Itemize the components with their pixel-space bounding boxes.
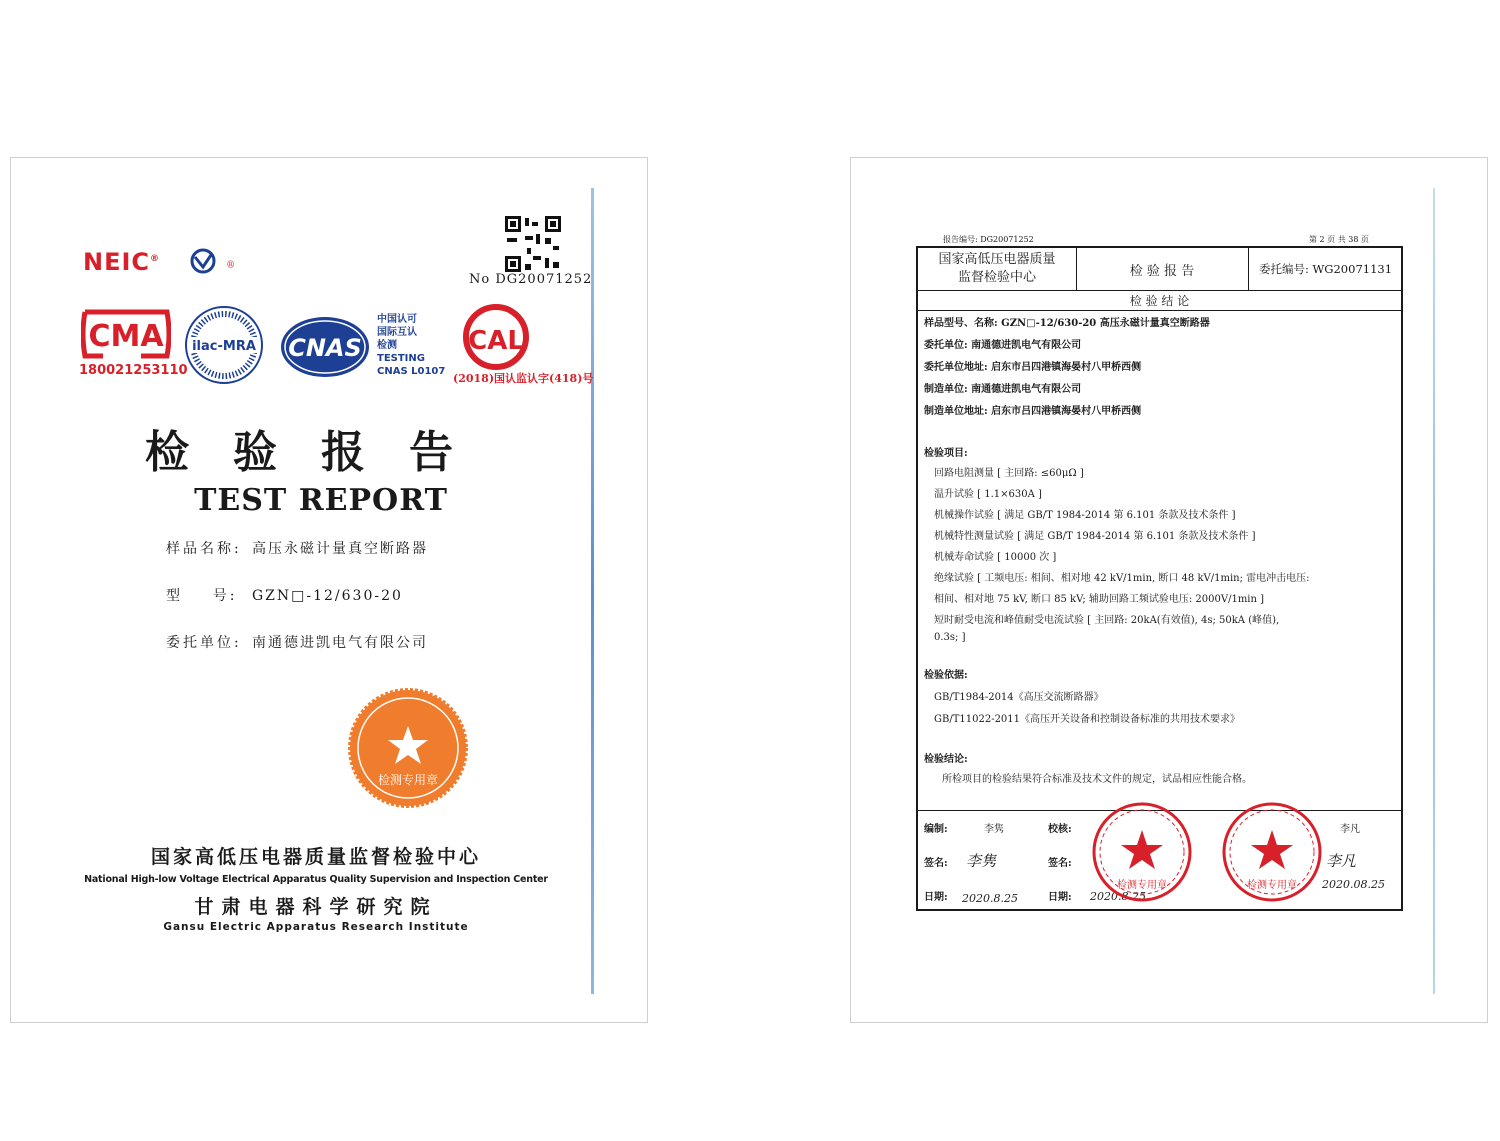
basis-label: 检验依据: bbox=[924, 670, 968, 681]
info-client-address: 委托单位地址: 启东市吕四港镇海晏村八甲桥西侧 bbox=[924, 362, 1142, 373]
info-client: 委托单位: 南通德进凯电气有限公司 bbox=[924, 340, 1082, 351]
page-edge-shadow bbox=[1433, 188, 1435, 994]
signature-approved: 李凡 bbox=[1326, 852, 1357, 870]
title-english: TEST REPORT bbox=[194, 483, 448, 518]
svg-text:CAL: CAL bbox=[468, 326, 524, 356]
report-number-header: 报告编号: DG20071252 bbox=[943, 235, 1034, 244]
date-label: 日期: bbox=[924, 892, 948, 903]
test-item: 机械特性测量试验 [ 满足 GB/T 1984-2014 第 6.101 条款及技术条件 ] bbox=[934, 531, 1256, 542]
svg-text:检测专用章: 检测专用章 bbox=[1247, 880, 1297, 891]
date-compiled: 2020.8.25 bbox=[962, 892, 1018, 905]
compiled-label: 编制: bbox=[924, 824, 948, 835]
official-seal-stamp bbox=[346, 686, 470, 814]
organization-name-1: 国家高低压电器质量监督检验中心 bbox=[150, 846, 481, 868]
model-field: 型 号: GZN□-12/630-20 bbox=[166, 588, 403, 604]
header-organization: 国家高低压电器质量 监督检验中心 bbox=[938, 252, 1056, 285]
test-item: 机械寿命试验 [ 10000 次 ] bbox=[934, 552, 1057, 563]
date-approved: 2020.08.25 bbox=[1322, 878, 1385, 891]
info-manufacturer: 制造单位: 南通德进凯电气有限公司 bbox=[924, 384, 1082, 395]
signature-compiled: 李隽 bbox=[966, 852, 997, 870]
svg-text:ilac-MRA: ilac-MRA bbox=[192, 339, 256, 354]
client-field: 委托单位: 南通德进凯电气有限公司 bbox=[166, 635, 428, 651]
info-sample-model: 样品型号、名称: GZN□-12/630-20 高压永磁计量真空断路器 bbox=[924, 318, 1210, 329]
basis-standard: GB/T1984-2014《高压交流断路器》 bbox=[934, 692, 1104, 703]
report-table bbox=[916, 246, 1403, 911]
report-header-row bbox=[918, 248, 1401, 291]
inspection-seal-2 bbox=[1220, 800, 1324, 908]
conclusion-text: 所检项目的检验结果符合标准及技术文件的规定，试品相应性能合格。 bbox=[942, 774, 1252, 785]
organization-name-2: 甘肃电器科学研究院 bbox=[194, 896, 438, 918]
report-number: No DG20071252 bbox=[469, 272, 593, 287]
sample-name-field: 样品名称: 高压永磁计量真空断路器 bbox=[166, 541, 428, 557]
cal-number: (2018)国认监认字(418)号 bbox=[453, 372, 594, 385]
header-commission-number: 委托编号: WG20071131 bbox=[1258, 262, 1393, 276]
date-checked: 2020.8.25 bbox=[1090, 890, 1146, 903]
items-label: 检验项目: bbox=[924, 448, 968, 459]
test-item: 回路电阻测量 [ 主回路: ≤60μΩ ] bbox=[934, 468, 1084, 479]
conclusion-title: 检 验 结 论 bbox=[1129, 293, 1190, 308]
test-item: 机械操作试验 [ 满足 GB/T 1984-2014 第 6.101 条款及技术条件 ] bbox=[934, 510, 1236, 521]
svg-text:检测专用章: 检测专用章 bbox=[377, 773, 439, 787]
sign-label: 签名: bbox=[924, 858, 948, 869]
cover-page bbox=[10, 157, 648, 1023]
title-chinese: 检验报告 bbox=[145, 427, 497, 478]
cma-logo bbox=[81, 308, 171, 364]
inspection-seal-1 bbox=[1090, 800, 1194, 908]
approved-name: 李凡 bbox=[1340, 824, 1360, 835]
cnas-accreditation-text: 中国认可 国际互认 检测 TESTING CNAS L0107 bbox=[377, 314, 446, 377]
test-item: 相间、相对地 75 kV, 断口 85 kV; 辅助回路工频试验电压: 2000V/1min ] bbox=[934, 594, 1265, 605]
conclusion-label: 检验结论: bbox=[924, 754, 968, 765]
info-manufacturer-address: 制造单位地址: 启东市吕四港镇海晏村八甲桥西侧 bbox=[924, 406, 1142, 417]
compiled-name: 李隽 bbox=[984, 824, 1004, 835]
svg-text:CNAS: CNAS bbox=[288, 334, 362, 362]
sign-label: 签名: bbox=[1048, 858, 1072, 869]
cnas-logo bbox=[277, 314, 373, 384]
basis-standard: GB/T11022-2011《高压开关设备和控制设备标准的共用技术要求》 bbox=[934, 714, 1241, 725]
quality-mark-logo: ® bbox=[189, 248, 235, 278]
test-item: 短时耐受电流和峰值耐受电流试验 [ 主回路: 20kA(有效值), 4s; 50kA (峰值), bbox=[934, 615, 1280, 626]
svg-text:CMA: CMA bbox=[88, 319, 164, 354]
neic-logo: NEIC® bbox=[83, 248, 161, 276]
page-number: 第 2 页 共 38 页 bbox=[1309, 235, 1369, 244]
cma-number: 180021253110 bbox=[79, 363, 188, 378]
qr-code[interactable] bbox=[505, 216, 561, 272]
test-item: 温升试验 [ 1.1×630A ] bbox=[934, 489, 1042, 500]
test-item: 绝缘试验 [ 工频电压: 相间、相对地 42 kV/1min, 断口 48 kV/1min; 雷电冲击电压: bbox=[934, 573, 1310, 584]
test-item: 0.3s; ] bbox=[934, 632, 966, 643]
checked-label: 校核: bbox=[1048, 824, 1072, 835]
header-title: 检 验 报 告 bbox=[1129, 263, 1195, 279]
svg-text:检测专用章: 检测专用章 bbox=[1117, 880, 1167, 891]
organization-name-2-english: Gansu Electric Apparatus Research Institute bbox=[163, 921, 469, 933]
report-page bbox=[850, 157, 1488, 1023]
date-label: 日期: bbox=[1048, 892, 1072, 903]
cal-logo bbox=[456, 303, 536, 375]
conclusion-title-row bbox=[918, 290, 1401, 311]
ilac-mra-logo bbox=[183, 304, 265, 390]
organization-name-1-english: National High-low Voltage Electrical Apparatus Quality Supervision and Inspection Center bbox=[84, 874, 548, 885]
